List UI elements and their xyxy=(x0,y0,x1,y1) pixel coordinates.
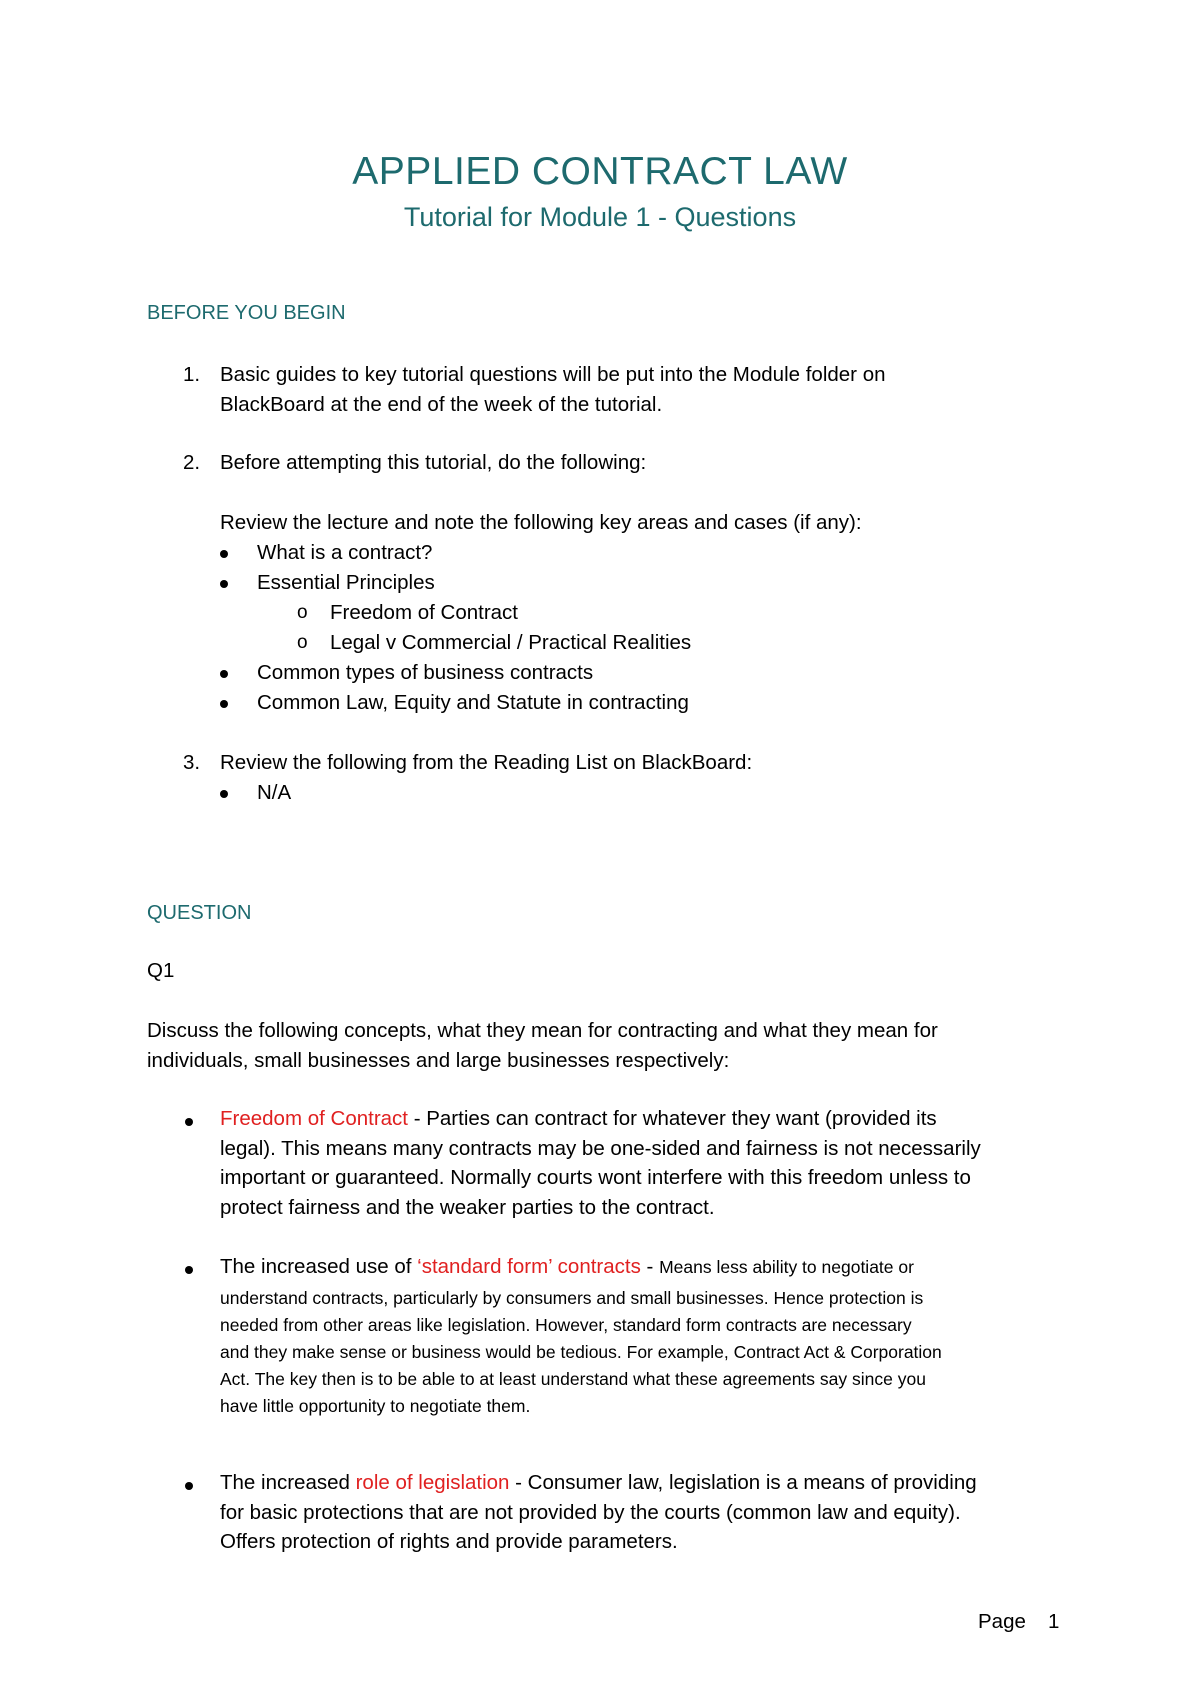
bullet-icon xyxy=(185,1266,193,1274)
question-intro-line2: individuals, small businesses and large businesses respectively: xyxy=(147,1048,730,1072)
key-area-item: What is a contract? xyxy=(257,541,433,564)
answer-standard-form-contracts: The increased use of ‘standard form’ contracts - Means less ability to negotiate or xyxy=(220,1255,914,1278)
item3-text: Review the following from the Reading List on BlackBoard: xyxy=(220,751,753,774)
bullet-icon xyxy=(220,790,228,798)
bullet-icon xyxy=(185,1482,193,1490)
item2-text: Before attempting this tutorial, do the following: xyxy=(220,451,647,474)
document-subtitle: Tutorial for Module 1 - Questions xyxy=(403,202,797,232)
item1-line2: BlackBoard at the end of the week of the tutorial. xyxy=(220,392,663,416)
item1-line1: Basic guides to key tutorial questions will be put into the Module folder on xyxy=(220,363,886,386)
answer-standard-form-contracts-cont: understand contracts, particularly by consumers and small businesses. Hence protection is needed from other areas like legislation. However, standard form contracts are necessary and they make sense or business would be tedious. For example, Contract Act & Corporation Act. The key then is to be able to at least understand what these agreements say since you have little opportunity to negotiate them. xyxy=(220,1288,942,1416)
question-label: Q1 xyxy=(147,959,175,982)
list-number-1: 1. xyxy=(183,363,201,386)
key-area-item: Essential Principles xyxy=(257,571,435,594)
key-area-subitem: Freedom of Contract xyxy=(330,601,518,624)
review-lecture-text: Review the lecture and note the following key areas and cases (if any): xyxy=(220,511,862,534)
question-intro xyxy=(147,1016,938,1075)
bullet-icon xyxy=(220,550,228,558)
highlight-term: role of legislation xyxy=(355,1471,510,1494)
highlight-term: Freedom of Contract xyxy=(220,1107,408,1130)
answer-freedom-of-contract: Freedom of Contract - Parties can contract for whatever they want (provided its legal). This means many contracts may be one-sided and fairness is not necessarily important or guaranteed. Normally courts wont interfere with this freedom unless to protect fairness and the weaker parties to the contract. xyxy=(220,1107,981,1219)
document-title: APPLIED CONTRACT LAW xyxy=(352,150,848,193)
item1-text xyxy=(220,360,886,419)
list-number-3: 3. xyxy=(183,751,201,774)
answer-role-of-legislation: The increased role of legislation - Consumer law, legislation is a means of providing for basic protections that are not provided by the courts (common law and equity). Offers protection of rights and provide parameters. xyxy=(220,1471,977,1553)
reading-list-item: N/A xyxy=(257,781,292,804)
key-area-subitem: Legal v Commercial / Practical Realities xyxy=(330,631,692,654)
page-label: Page xyxy=(978,1610,1026,1633)
bullet-icon xyxy=(220,700,228,708)
key-area-item: Common Law, Equity and Statute in contracting xyxy=(257,691,689,714)
circle-bullet-icon: o xyxy=(297,602,308,623)
highlight-term: ‘standard form’ contracts xyxy=(417,1255,641,1278)
circle-bullet-icon: o xyxy=(297,632,308,653)
before-you-begin-heading: BEFORE YOU BEGIN xyxy=(147,302,346,324)
bullet-icon xyxy=(220,670,228,678)
question-intro-line1: Discuss the following concepts, what they mean for contracting and what they mean for xyxy=(147,1019,938,1042)
bullet-icon xyxy=(220,580,228,588)
list-number-2: 2. xyxy=(183,451,201,474)
page-number: 1 xyxy=(1048,1610,1060,1633)
question-heading: QUESTION xyxy=(147,902,252,924)
bullet-icon xyxy=(185,1118,193,1126)
key-area-item: Common types of business contracts xyxy=(257,661,594,684)
